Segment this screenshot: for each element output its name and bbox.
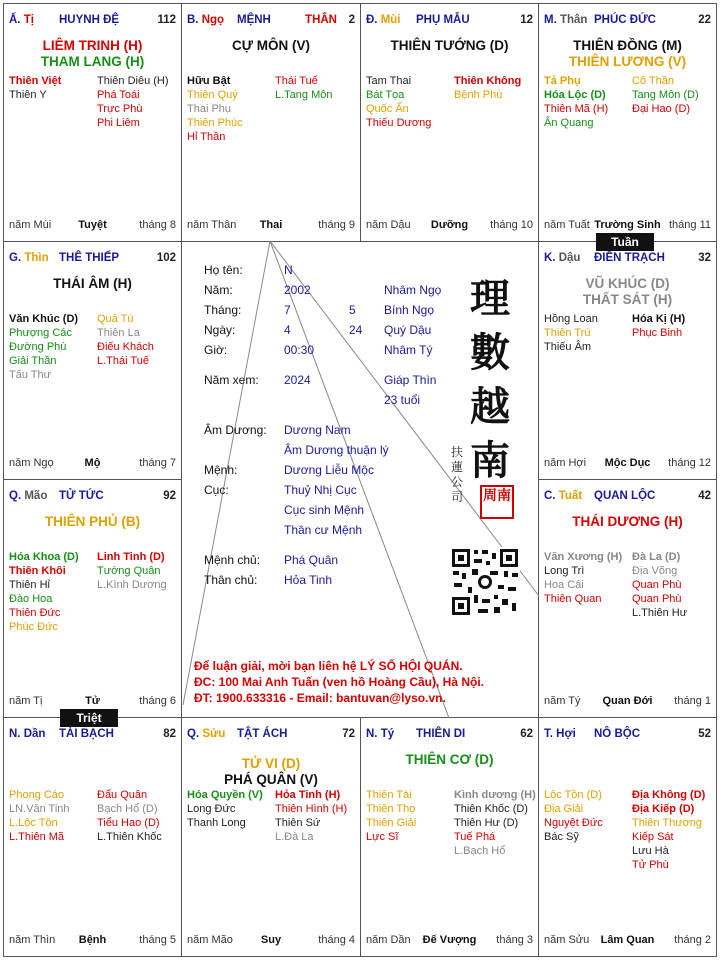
thang-duong-lich: 5 [349, 303, 356, 317]
main-star: THIÊN CƠ (D) [405, 752, 494, 767]
calligraphy-char-3: 越 [470, 383, 510, 430]
palace-name: TỬ TỨC [59, 490, 104, 502]
footer-year: năm Hợi [544, 457, 587, 469]
chi-label: Tý [380, 728, 395, 740]
minor-star: Thanh Long [187, 817, 246, 829]
nam-xem-can-chi: Giáp Thìn [384, 373, 437, 387]
triet-tag: Triệt [60, 709, 118, 727]
minor-star: Bát Tọa [366, 89, 405, 101]
minor-star: Phúc Đức [9, 621, 58, 633]
minor-star: Trực Phù [97, 103, 143, 115]
main-star: THÁI ÂM (H) [53, 276, 132, 291]
minor-star: Long Trì [544, 565, 585, 577]
main-star: THIÊN ĐỒNG (M) [573, 38, 682, 53]
minor-star: Đào Hoa [9, 593, 53, 605]
footer-year: năm Thìn [9, 934, 56, 946]
minor-star: Địa Võng [632, 565, 678, 577]
footer-month: tháng 12 [668, 457, 711, 469]
minor-star: Tướng Quân [97, 565, 161, 577]
dai-van-number: 102 [156, 252, 176, 264]
minor-star: Hữu Bật [187, 75, 231, 87]
can-label: Đ. [366, 14, 378, 26]
minor-star: Thái Tuế [275, 75, 318, 87]
main-star: THAM LANG (H) [40, 54, 145, 69]
footer-trang-sinh: Tuyệt [78, 219, 107, 231]
footer-month: tháng 7 [139, 457, 176, 469]
minor-star: Quan Phù [632, 593, 682, 605]
dai-van-number: 22 [698, 14, 711, 26]
cuc-label: Cục: [204, 483, 229, 497]
minor-star: Thiên Sứ [275, 817, 321, 829]
tuoi-value: 23 tuổi [384, 393, 421, 407]
minor-star: Thiên Hình (H) [275, 803, 348, 815]
minor-star: Hoa Cái [544, 579, 584, 591]
minor-star: Tử Phù [632, 859, 669, 871]
cuc-note-1: Cục sinh Mệnh [284, 503, 365, 517]
minor-star: Lực Sĩ [366, 831, 399, 843]
chi-label: Dậu [558, 252, 581, 264]
minor-star: Kiếp Sát [632, 831, 674, 843]
dai-van-number: 32 [698, 252, 711, 264]
can-label: Q. [187, 728, 200, 740]
palace-name: PHỤ MẪU [416, 14, 470, 26]
footer-year: năm Dậu [366, 219, 411, 231]
minor-star: L.Thiên Hư [632, 607, 688, 619]
minor-star: Tuế Phá [454, 831, 496, 843]
minor-star: Tiểu Hao (D) [97, 817, 160, 829]
minor-star: Thiên La [97, 327, 140, 339]
minor-star: Văn Khúc (D) [9, 313, 79, 325]
minor-star: Điếu Khách [97, 341, 154, 353]
nam-value: 2002 [284, 283, 311, 297]
minor-star: Giải Thần [9, 355, 57, 367]
side-vertical-text: 扶蓮公司 [450, 445, 463, 504]
footer-year: năm Thân [187, 219, 237, 231]
menh-value: Dương Liễu Mộc [284, 463, 374, 477]
footer-month: tháng 9 [318, 219, 355, 231]
minor-star: Thiên Không [454, 75, 522, 87]
minor-star: Quốc Ấn [366, 103, 409, 115]
main-star: THIÊN LƯƠNG (V) [568, 54, 687, 69]
minor-star: Đường Phù [9, 341, 67, 353]
dai-van-number: 92 [163, 490, 176, 502]
minor-star: Phá Toái [97, 89, 140, 101]
footer-month: tháng 8 [139, 219, 176, 231]
footer-month: tháng 3 [496, 934, 533, 946]
menh-chu-label: Mệnh chủ: [204, 553, 261, 567]
minor-star: Nguyệt Đức [544, 817, 603, 829]
contact-line-2: ĐC: 100 Mai Anh Tuấn (ven hồ Hoàng Cầu), Hà Nội. [194, 675, 485, 689]
dai-van-number: 42 [698, 490, 711, 502]
minor-star: Quả Tú [97, 313, 134, 325]
than-marker: THÂN [305, 14, 337, 26]
nam-label: Năm: [204, 283, 233, 297]
footer-trang-sinh: Quan Đới [602, 695, 653, 707]
minor-star: Thiên Giải [366, 817, 417, 829]
cuc-value: Thuỷ Nhị Cục [284, 483, 357, 497]
minor-star: L.Thái Tuế [97, 355, 149, 367]
minor-star: Đẩu Quân [97, 789, 148, 801]
chi-label: Tị [23, 14, 34, 26]
palace-name: TẬT ÁCH [237, 728, 288, 740]
minor-star: Thiên Phúc [187, 117, 243, 129]
minor-star: Hóa Lộc (D) [544, 89, 606, 101]
footer-month: tháng 10 [490, 219, 533, 231]
thang-can-chi: Bính Ngọ [384, 303, 435, 317]
footer-month: tháng 4 [318, 934, 355, 946]
chi-label: Sửu [202, 728, 226, 740]
minor-star: Cô Thần [632, 75, 674, 87]
minor-star: L.Thiên Mã [9, 831, 65, 843]
gio-label: Giờ: [204, 343, 228, 357]
cuc-note-2: Thân cư Mệnh [284, 523, 363, 537]
minor-star: Thiếu Dương [366, 117, 432, 129]
minor-star: Văn Xương (H) [544, 551, 623, 563]
main-star: CỰ MÔN (V) [232, 38, 310, 53]
ngay-can-chi: Quý Dậu [384, 323, 432, 337]
footer-trang-sinh: Suy [260, 934, 282, 946]
main-star: VŨ KHÚC (D) [585, 276, 670, 291]
main-star: THẤT SÁT (H) [582, 292, 673, 307]
minor-star: Phi Liêm [97, 117, 140, 129]
can-label: Ấ. [9, 14, 21, 26]
ho-ten-label: Họ tên: [204, 263, 243, 277]
chi-label: Ngọ [201, 14, 225, 26]
footer-month: tháng 2 [674, 934, 711, 946]
tuan-tag: Tuần [596, 233, 654, 251]
contact-line-3: ĐT: 1900.633316 - Email: bantuvan@lyso.vn. [194, 691, 446, 705]
chi-label: Tuất [558, 490, 583, 502]
footer-trang-sinh: Dưỡng [430, 219, 469, 231]
minor-star: Tấu Thư [9, 369, 52, 381]
ngay-duong-lich: 24 [349, 323, 363, 337]
menh-label: Mệnh: [204, 463, 238, 477]
calligraphy-char-1: 理 [470, 275, 510, 322]
footer-trang-sinh: Tử [85, 695, 100, 707]
can-label: K. [544, 252, 556, 264]
dai-van-number: 82 [163, 728, 176, 740]
minor-star: Phục Binh [632, 327, 683, 339]
footer-year: năm Mùi [9, 219, 52, 231]
nam-can-chi: Nhâm Ngọ [384, 283, 442, 297]
minor-star: Hóa Quyền (V) [187, 789, 263, 801]
qr-code[interactable] [450, 547, 520, 617]
main-star: THIÊN PHỦ (B) [44, 514, 141, 529]
ngay-label: Ngày: [204, 323, 236, 337]
gio-can-chi: Nhâm Tý [384, 343, 433, 357]
red-seal-stamp: 周南 [480, 485, 514, 519]
contact-line-1: Để luận giải, mời bạn liên hệ LÝ SỐ HỘI QUÁN. [194, 659, 463, 673]
menh-chu-value: Phá Quân [284, 553, 339, 567]
minor-star: Thiên Khốc (D) [454, 803, 528, 815]
minor-star: Đại Hao (D) [632, 103, 691, 115]
minor-star: Hóa Khoa (D) [9, 551, 79, 563]
main-star: PHÁ QUÂN (V) [224, 772, 318, 787]
gio-value: 00:30 [284, 343, 315, 357]
can-label: G. [9, 252, 22, 264]
am-duong-label: Âm Dương: [204, 423, 267, 437]
footer-trang-sinh: Mộc Dục [604, 457, 651, 469]
minor-star: Tả Phụ [544, 75, 581, 87]
minor-star: Thiên Mã (H) [544, 103, 609, 115]
minor-star: Long Đức [187, 803, 236, 815]
palace-name: PHÚC ĐỨC [594, 14, 656, 26]
palace-name: TÀI BẠCH [59, 728, 114, 740]
calligraphy-char-4: 南 [470, 437, 510, 484]
palace-name: QUAN LỘC [594, 490, 656, 502]
minor-star: Thiên Thọ [366, 803, 416, 815]
footer-trang-sinh: Mộ [84, 457, 101, 469]
thang-am-lich: 7 [284, 303, 291, 317]
minor-star: Địa Không (D) [632, 789, 706, 801]
minor-star: Thiếu Âm [544, 341, 592, 353]
minor-star: Hỉ Thần [187, 131, 226, 143]
am-duong-note: Âm Dương thuận lý [284, 443, 389, 457]
minor-star: Bệnh Phù [454, 89, 503, 101]
minor-star: L.Thiên Khốc [97, 831, 162, 843]
palace-name: NÔ BỘC [594, 728, 640, 740]
minor-star: Thiên Y [9, 89, 47, 101]
calligraphy-char-2: 數 [470, 329, 510, 376]
chi-label: Thân [559, 14, 588, 26]
minor-star: Đà La (D) [632, 551, 681, 563]
minor-star: L.Tang Môn [275, 89, 333, 101]
chi-label: Mão [24, 490, 48, 502]
nam-xem-label: Năm xem: [204, 373, 259, 387]
palace-name: THIÊN DI [416, 728, 466, 740]
dai-van-number: 112 [157, 14, 176, 26]
footer-year: năm Tị [9, 695, 43, 707]
main-star: TỬ VI (D) [241, 756, 301, 771]
minor-star: Lộc Tồn (D) [544, 789, 602, 801]
can-label: N. [9, 728, 21, 740]
minor-star: Tang Môn (D) [632, 89, 699, 101]
main-star: THIÊN TƯỚNG (D) [390, 38, 509, 53]
can-label: N. [366, 728, 378, 740]
can-label: T. [544, 728, 553, 740]
ho-ten-value: N [284, 263, 293, 277]
footer-year: năm Tuất [544, 219, 590, 231]
minor-star: Phong Cáo [9, 789, 65, 801]
minor-star: LN.Văn Tinh [9, 803, 70, 815]
minor-star: Thiên Trù [544, 327, 591, 339]
minor-star: Quan Phù [632, 579, 682, 591]
footer-year: năm Ngọ [9, 457, 54, 469]
palace-name: ĐIỀN TRẠCH [594, 252, 665, 264]
palace-name: THÊ THIẾP [59, 252, 120, 264]
dai-van-number: 72 [342, 728, 355, 740]
minor-star: Linh Tinh (D) [97, 551, 165, 563]
can-label: B. [187, 14, 199, 26]
minor-star: Thiên Hỉ [9, 579, 50, 591]
chi-label: Dần [23, 728, 46, 740]
minor-star: Thai Phụ [187, 103, 232, 115]
minor-star: Tam Thai [366, 75, 412, 87]
minor-star: Bạch Hổ (D) [97, 803, 158, 815]
footer-year: năm Sửu [544, 934, 590, 946]
thang-label: Tháng: [204, 303, 242, 317]
chi-label: Hợi [556, 728, 576, 740]
minor-star: Địa Giải [544, 803, 584, 815]
minor-star: L.Lộc Tồn [9, 817, 58, 829]
minor-star: Thiên Khôi [9, 565, 66, 577]
palace-name: HUYNH ĐỆ [59, 14, 120, 26]
center-info-panel [180, 241, 540, 718]
footer-trang-sinh: Đế Vượng [422, 934, 477, 946]
minor-star: Thiên Diêu (H) [97, 75, 169, 87]
than-chu-value: Hỏa Tinh [284, 573, 333, 587]
minor-star: Thiên Hư (D) [454, 817, 519, 829]
footer-trang-sinh: Lâm Quan [600, 934, 655, 946]
minor-star: Ân Quang [544, 117, 594, 129]
minor-star: L.Bạch Hổ [454, 845, 506, 857]
dai-van-number: 2 [348, 14, 355, 26]
minor-star: Thiên Đức [9, 607, 61, 619]
minor-star: Thiên Quan [544, 593, 602, 605]
dai-van-number: 62 [520, 728, 533, 740]
footer-year: năm Mão [187, 934, 233, 946]
than-chu-label: Thân chủ: [204, 573, 258, 587]
minor-star: Thiên Việt [9, 75, 62, 87]
footer-month: tháng 11 [668, 219, 711, 231]
footer-trang-sinh: Thai [259, 219, 283, 231]
minor-star: Phượng Các [9, 327, 72, 339]
footer-year: năm Tý [544, 695, 581, 707]
can-label: M. [544, 14, 557, 26]
am-duong-value: Dương Nam [284, 423, 351, 437]
minor-star: Hồng Loan [544, 313, 598, 325]
minor-star: L.Đà La [275, 831, 314, 843]
main-star: THÁI DƯƠNG (H) [572, 514, 683, 529]
nam-xem-value: 2024 [284, 373, 311, 387]
footer-month: tháng 1 [674, 695, 711, 707]
minor-star: Kình dương (H) [454, 789, 536, 801]
minor-star: L.Kình Dương [97, 579, 167, 591]
minor-star: Bác Sỹ [544, 831, 579, 843]
minor-star: Lưu Hà [632, 845, 669, 857]
ngay-am-lich: 4 [284, 323, 291, 337]
footer-trang-sinh: Trường Sinh [594, 219, 661, 231]
footer-month: tháng 5 [139, 934, 176, 946]
minor-star: Địa Kiếp (D) [632, 803, 695, 815]
minor-star: Hỏa Tinh (H) [275, 789, 341, 801]
minor-star: Thiên Thương [632, 817, 703, 829]
main-star: LIÊM TRINH (H) [42, 38, 143, 53]
minor-star: Hóa Kị (H) [632, 313, 686, 325]
can-label: Q. [9, 490, 22, 502]
minor-star: Thiên Tài [366, 789, 412, 801]
footer-year: năm Dần [366, 934, 411, 946]
footer-month: tháng 6 [139, 695, 176, 707]
can-label: C. [544, 490, 556, 502]
footer-trang-sinh: Bệnh [78, 934, 107, 946]
dai-van-number: 52 [698, 728, 711, 740]
chi-label: Mùi [380, 14, 401, 26]
chi-label: Thìn [24, 252, 49, 264]
minor-star: Thiên Quý [187, 89, 238, 101]
dai-van-number: 12 [520, 14, 533, 26]
palace-name: MỆNH [237, 14, 271, 26]
